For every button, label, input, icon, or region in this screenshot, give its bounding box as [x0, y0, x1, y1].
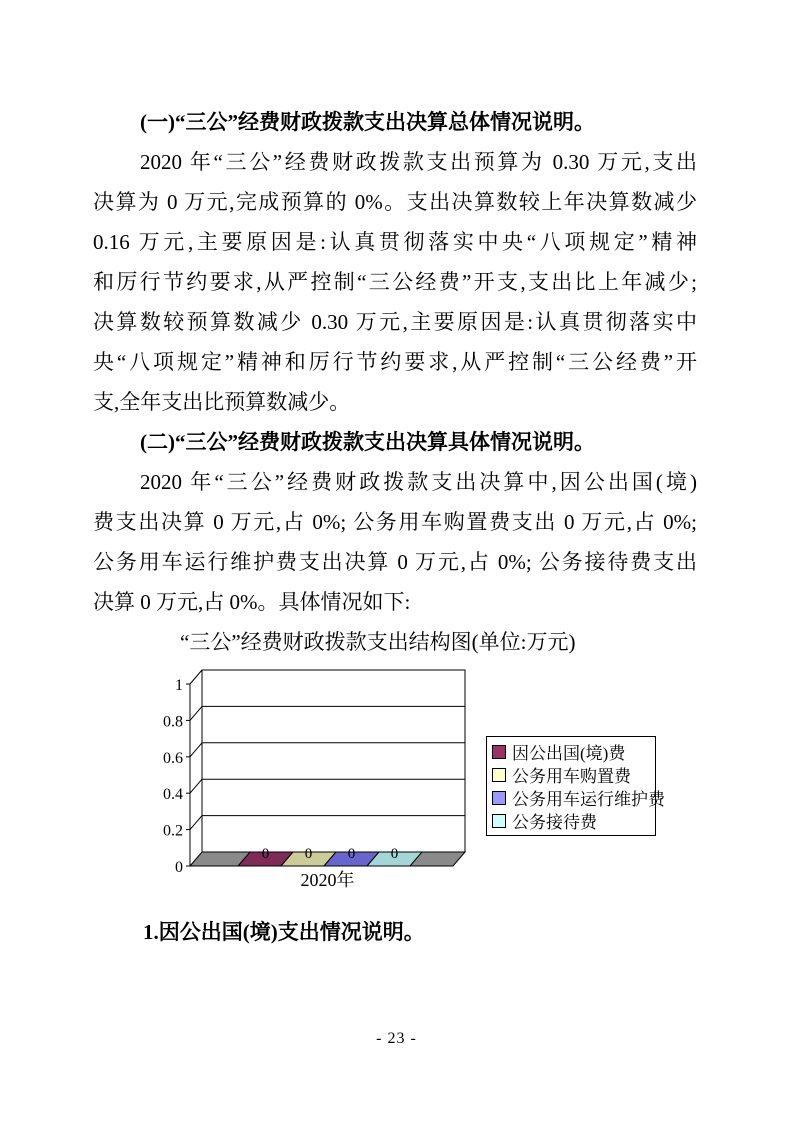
text-line: 决算数较预算数减少 0.30 万元,主要原因是:认真贯彻落实中	[93, 310, 697, 334]
y-tick-label: 1	[175, 677, 183, 694]
tick-connector	[190, 779, 202, 793]
y-tick-label: 0	[175, 859, 183, 876]
text-line: 0.16 万元,主要原因是:认真贯彻落实中央“八项规定”精神	[93, 230, 697, 254]
tick-connector	[190, 816, 202, 830]
legend-item	[492, 809, 650, 832]
bar-data-label: 0	[304, 846, 313, 862]
chart-legend	[486, 736, 665, 836]
text-line: 支,全年支出比预算数减少。	[93, 390, 351, 414]
section-heading-detail: (二)“三公”经费财政拨款支出决算具体情况说明。	[140, 430, 595, 454]
tick-connector	[190, 670, 202, 684]
text-line: 决算为 0 万元,完成预算的 0%。支出决算数较上年决算数减少	[93, 190, 697, 214]
y-tick-label: 0.4	[163, 786, 183, 804]
paragraph-detail	[93, 462, 697, 622]
section-heading-abroad: 1.因公出国(境)支出情况说明。	[143, 920, 425, 944]
legend-label: 因公出国(境)费	[512, 744, 626, 763]
y-tick-label: 0.6	[163, 749, 183, 767]
legend-label: 公务用车购置费	[512, 767, 631, 786]
y-tick-label: 0.2	[163, 822, 183, 840]
text-line: 2020 年“三公”经费财政拨款支出决算中,因公出国(境)	[140, 470, 697, 494]
text-line: 公务用车运行维护费支出决算 0 万元,占 0%; 公务接待费支出	[93, 550, 697, 574]
text-line: 和厉行节约要求,从严控制“三公经费”开支,支出比上年减少;	[93, 270, 697, 294]
legend-item	[492, 740, 650, 763]
legend-swatch	[492, 814, 506, 828]
text-line: 央“八项规定”精神和厉行节约要求,从严控制“三公经费”开	[93, 350, 697, 374]
legend-label: 公务接待费	[512, 813, 597, 832]
section-heading-overview: (一)“三公”经费财政拨款支出决算总体情况说明。	[140, 110, 595, 134]
chart-caption: “三公”经费财政拨款支出结构图(单位:万元)	[180, 630, 576, 654]
legend-swatch	[492, 768, 506, 782]
paragraph-overview	[93, 142, 697, 422]
bar-data-label: 0	[390, 846, 399, 862]
x-category-label: 2020年	[300, 870, 355, 890]
expenditure-structure-chart	[93, 662, 697, 894]
legend-item	[492, 786, 665, 809]
text-line: 2020 年“三公”经费财政拨款支出预算为 0.30 万元,支出	[140, 150, 697, 174]
legend-label: 公务用车运行维护费	[512, 790, 665, 809]
legend-swatch	[492, 791, 506, 805]
text-line: 决算 0 万元,占 0%。具体情况如下:	[93, 590, 411, 614]
chart-back-wall	[202, 670, 465, 852]
y-tick-label: 0.8	[163, 713, 183, 731]
bar-data-label: 0	[261, 846, 270, 862]
legend-swatch	[492, 745, 506, 759]
page-number: - 23 -	[376, 1030, 417, 1047]
tick-connector	[190, 706, 202, 720]
legend-item	[492, 763, 650, 786]
text-line: 费支出决算 0 万元,占 0%; 公务用车购置费支出 0 万元,占 0%;	[93, 510, 697, 534]
bar-data-label: 0	[347, 846, 356, 862]
tick-connector	[190, 743, 202, 757]
